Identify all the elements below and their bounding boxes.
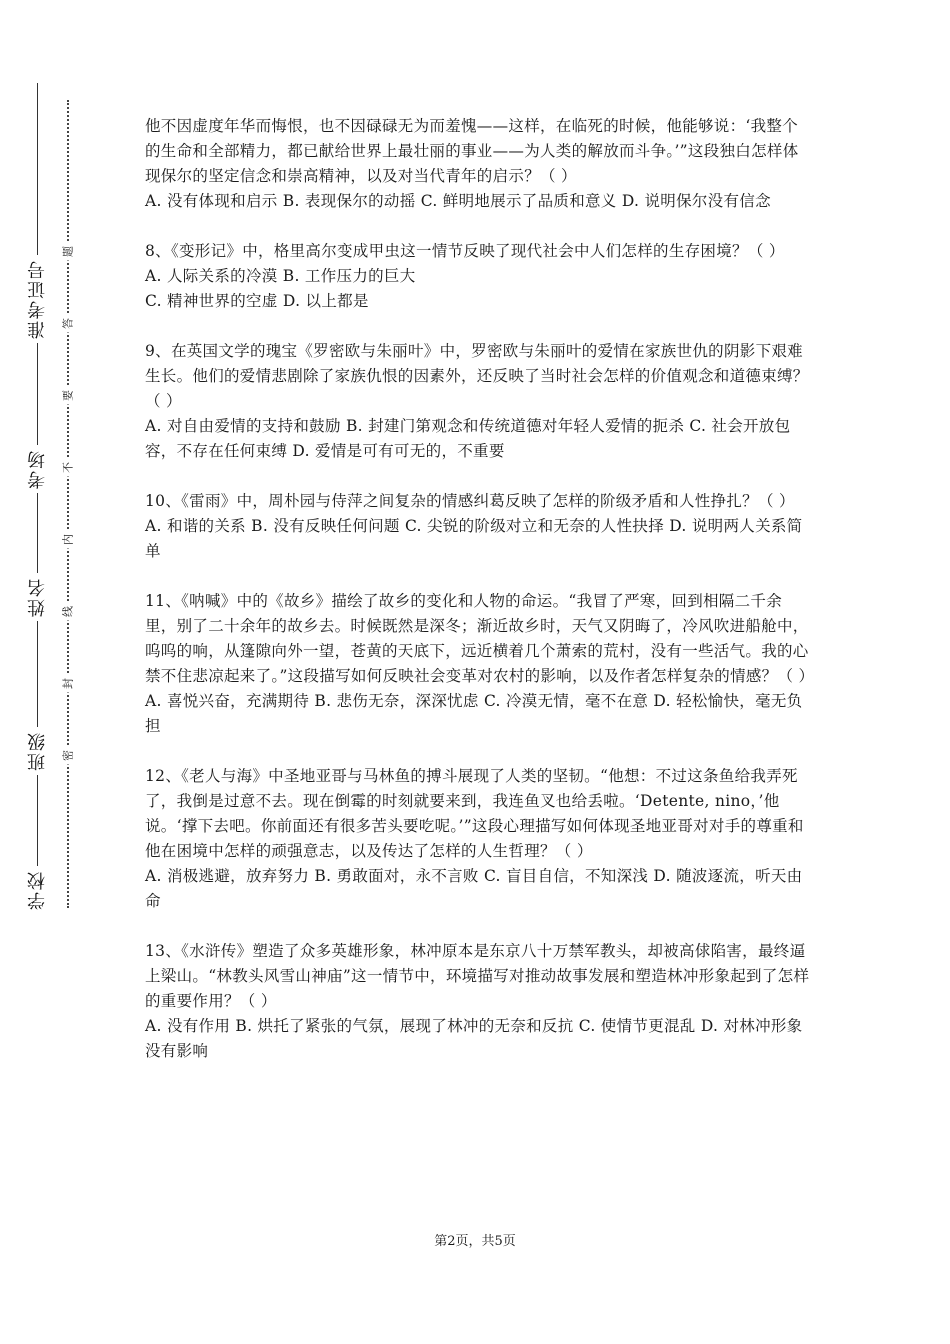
question-10 [145, 489, 810, 564]
name-field[interactable] [16, 573, 60, 621]
question-list [145, 114, 815, 1089]
page-footer: 第2页，共5页 [434, 1234, 516, 1249]
seal-char-nei: 内 [61, 531, 76, 549]
question-stem: 他不因虚度年华而悔恨，也不因碌碌无为而羞愧——这样，在临死的时候，他能够说：‘我整个的生命和全部精力，都已献给世界上最壮丽的事业——为人类的解放而斗争。’”这段独白怎样体现保尔的坚定信念和崇高精神，以及对当代青年的启示？（ ） [145, 117, 799, 185]
question-stem: 11、《呐喊》中的《故乡》描绘了故乡的变化和人物的命运。“我冒了严寒，回到相隔二千余里，别了二十余年的故乡去。时候既然是深冬；渐近故乡时，天气又阴晦了，冷风吹进船舱中，呜呜的响，从篷隙向外一望，苍黄的天底下，远近横着几个萧索的荒村，没有一些活气。我的心禁不住悲凉起来了。”这段描写如何反映社会变革对农村的影响，以及作者怎样复杂的情感？（ ） [145, 592, 815, 685]
exam-room-label: 考场 [29, 445, 47, 493]
question-options: A. 喜悦兴奋，充满期待 B. 悲伤无奈，深深忧虑 C. 冷漠无情，毫不在意 D. 轻松愉快，毫无负担 [145, 692, 803, 735]
seal-char-xian: 线 [61, 603, 76, 621]
school-field[interactable] [16, 866, 60, 914]
question-options: A. 消极逃避，放弃努力 B. 勇敢面对，永不言败 C. 盲目自信，不知深浅 D. 随波逐流，听天由命 [145, 867, 803, 910]
question-stem: 8、《变形记》中，格里高尔变成甲虫这一情节反映了现代社会中人们怎样的生存困境？（ ） [145, 242, 785, 260]
question-options: A. 和谐的关系 B. 没有反映任何问题 C. 尖锐的阶级对立和无奈的人性抉择 D. 说明两人关系简单 [145, 517, 803, 560]
question-7-continued [145, 114, 810, 214]
class-field[interactable] [16, 727, 60, 775]
binding-solid-line [37, 83, 38, 913]
admission-number-label: 准考证号 [29, 255, 47, 343]
question-options: A. 没有体现和启示 B. 表现保尔的动摇 C. 鲜明地展示了品质和意义 D. 说明保尔没有信念 [145, 192, 771, 210]
question-options: A. 没有作用 B. 烘托了紧张的气氛，展现了林冲的无奈和反抗 C. 使情节更混乱 D. 对林冲形象没有影响 [145, 1017, 803, 1060]
seal-char-yao: 要 [61, 387, 76, 405]
question-9 [145, 339, 810, 464]
question-13 [145, 939, 810, 1064]
question-stem: 9、在英国文学的瑰宝《罗密欧与朱丽叶》中，罗密欧与朱丽叶的爱情在家族世仇的阴影下艰难生长。他们的爱情悲剧除了家族仇恨的因素外，还反映了当时社会怎样的价值观念和道德束缚？（ ） [145, 342, 809, 410]
admission-number-field[interactable] [16, 255, 60, 343]
binding-dotted-line [67, 100, 69, 908]
question-stem: 10、《雷雨》中，周朴园与侍萍之间复杂的情感纠葛反映了怎样的阶级矛盾和人性挣扎？（ ） [145, 492, 795, 510]
question-11 [145, 589, 815, 739]
name-label: 姓名 [29, 573, 47, 621]
seal-char-da: 答 [61, 315, 76, 333]
question-8 [145, 239, 810, 314]
class-label: 班级 [29, 727, 47, 775]
exam-room-field[interactable] [16, 445, 60, 493]
seal-char-mi: 密 [61, 747, 76, 765]
question-options: C. 精神世界的空虚 D. 以上都是 [145, 292, 369, 310]
question-stem: 13、《水浒传》塑造了众多英雄形象，林冲原本是东京八十万禁军教头，却被高俅陷害，最终逼上梁山。“林教头风雪山神庙”这一情节中，环境描写对推动故事发展和塑造林冲形象起到了怎样的重要作用？（ ） [145, 942, 810, 1010]
question-stem: 12、《老人与海》中圣地亚哥与马林鱼的搏斗展现了人类的坚韧。“他想：不过这条鱼给我弄死了，我倒是过意不去。现在倒霉的时刻就要来到，我连鱼叉也给丢啦。‘Detente, nino，’他说。‘撑下去吧。你前面还有很多苦头要吃呢。’”这段心理描写如何体现圣地亚哥对对手的尊重和他在困境中怎样的顽强意志，以及传达了怎样的人生哲理？（ ） [145, 767, 804, 860]
question-options: A. 对自由爱情的支持和鼓励 B. 封建门第观念和传统道德对年轻人爱情的扼杀 C. 社会开放包容，不存在任何束缚 D. 爱情是可有可无的，不重要 [145, 417, 791, 460]
question-options: A. 人际关系的冷漠 B. 工作压力的巨大 [145, 267, 416, 285]
question-12 [145, 764, 810, 914]
school-label: 学校 [29, 866, 47, 914]
seal-char-ti: 题 [61, 243, 76, 261]
seal-char-feng: 封 [61, 675, 76, 693]
seal-char-bu: 不 [61, 459, 76, 477]
